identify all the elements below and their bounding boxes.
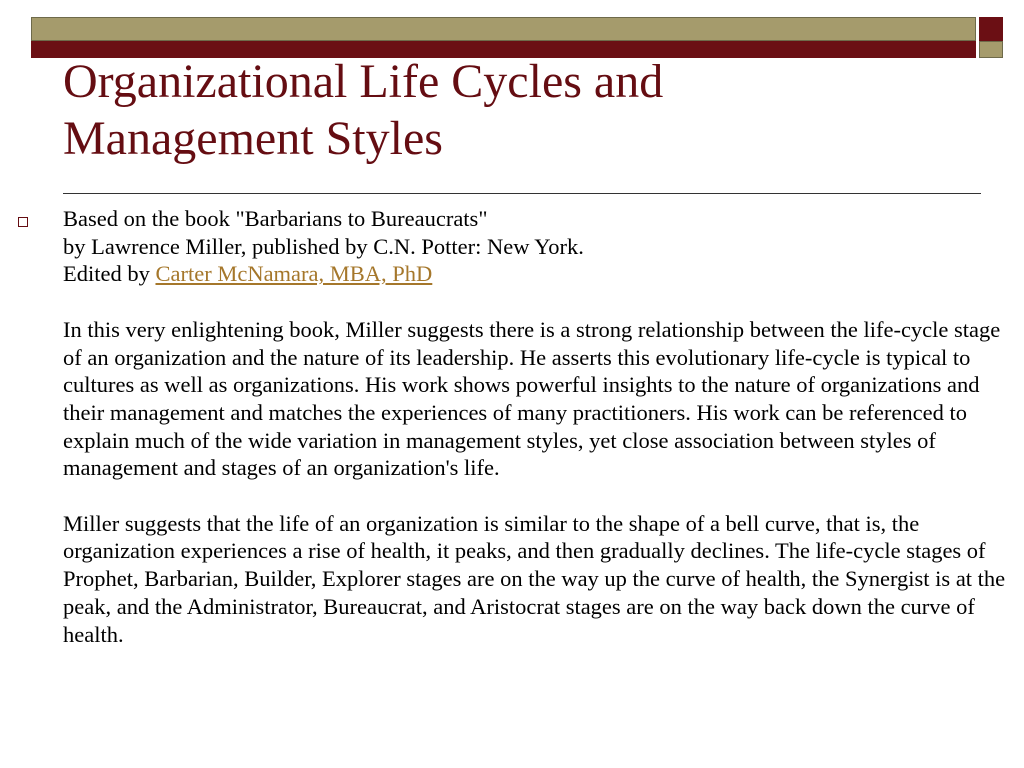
book-title-line: Based on the book "Barbarians to Bureaucrats" xyxy=(63,206,488,231)
slide-title xyxy=(63,53,963,167)
slide-title-line-1: Organizational Life Cycles and xyxy=(63,55,664,108)
editor-link[interactable]: Carter McNamara, MBA, PhD xyxy=(155,261,433,287)
corner-square-olive xyxy=(979,41,1003,58)
header-band-olive xyxy=(31,17,976,41)
slide-title-line-2: Management Styles xyxy=(63,112,443,165)
edited-by-prefix: Edited by xyxy=(63,261,156,287)
title-divider xyxy=(63,193,981,194)
hollow-square-bullet-icon xyxy=(18,217,28,227)
book-author-line: by Lawrence Miller, published by C.N. Potter: New York. xyxy=(63,233,584,259)
paragraph-bell-curve: Miller suggests that the life of an organization is similar to the shape of a bell curve, that is, the organization experiences a rise of health, it peaks, and then gradually declines. The life-cycle stages of Prophet, Barbarian, Builder, Explorer stages are on the way up the curve of health, the Synergist is at the peak, and the Administrator, Bureaucrat, and Aristocrat stages are on the way back down the curve of health. xyxy=(63,510,1006,647)
corner-square-maroon xyxy=(979,17,1003,41)
book-reference xyxy=(63,205,1013,288)
paragraph-relationship: In this very enlightening book, Miller suggests there is a strong relationship between the life-cycle stage of an organization and the nature of its leadership. He asserts this evolutionary life-cycle is typical to cultures as well as organizations. His work shows powerful insights to the nature of organizations and their management and matches the experiences of many practitioners. His work can be referenced to explain much of the wide variation in management styles, yet close association between styles of management and stages of an organization's life. xyxy=(63,316,1001,481)
slide-body xyxy=(63,205,1013,648)
